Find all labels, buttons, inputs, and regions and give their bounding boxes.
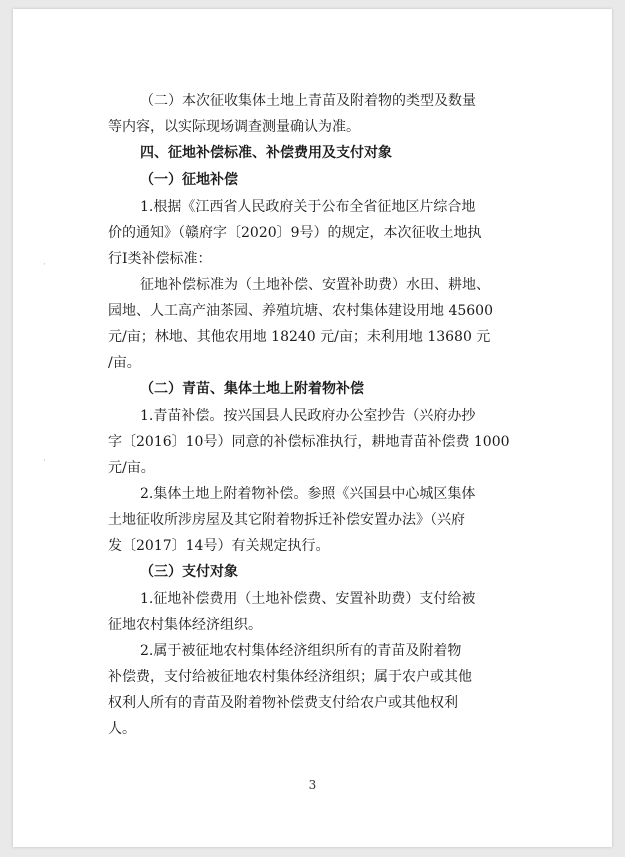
section-heading: （三）支付对象 [140,564,238,580]
paragraph-line: 征地农村集体经济组织。 [108,617,262,633]
paragraph-line: 价的通知》（赣府字〔2020〕9号）的规定，本次征收土地执 [108,225,482,241]
paragraph-line: （二）本次征收集体土地上青苗及附着物的类型及数量 [140,93,476,109]
margin-mark: · [43,456,46,466]
section-heading: （二）青苗、集体土地上附着物补偿 [140,381,364,397]
document-body [108,88,540,742]
paragraph-line: 等内容，以实际现场调查测量确认为准。 [108,119,360,135]
paragraph-line: /亩。 [108,355,141,371]
paragraph-line: 2.属于被征地农村集体经济组织所有的青苗及附着物 [140,643,462,659]
paragraph-line: 1.根据《江西省人民政府关于公布全省征地区片综合地 [140,199,476,215]
paragraph-line: 字〔2016〕10号）同意的补偿标准执行，耕地青苗补偿费 1000 [108,434,510,450]
page-number: 3 [308,778,317,792]
section-heading: 四、征地补偿标准、补偿费用及支付对象 [140,145,392,161]
paragraph-line: 行Ⅰ类补偿标准： [108,251,212,267]
paragraph-line: 1.征地补偿费用（土地补偿费、安置补助费）支付给被 [140,591,476,607]
paragraph-line: 元/亩。 [108,460,155,476]
margin-mark: · [43,260,46,270]
paragraph-line: 元/亩；林地、其他农用地 18240 元/亩；未利用地 13680 元 [108,329,491,345]
paragraph-line: 权利人所有的青苗及附着物补偿费支付给农户或其他权利 [108,695,458,711]
paragraph-line: 1.青苗补偿。按兴国县人民政府办公室抄告（兴府办抄 [140,408,476,424]
paragraph-line: 征地补偿标准为（土地补偿、安置补助费）水田、耕地、 [140,277,490,293]
paragraph-line: 发〔2017〕14号）有关规定执行。 [108,538,330,554]
paragraph-line: 补偿费，支付给被征地农村集体经济组织；属于农户或其他 [108,669,472,685]
paragraph-line: 土地征收所涉房屋及其它附着物拆迁补偿安置办法》（兴府 [108,512,465,528]
section-heading: （一）征地补偿 [140,172,238,188]
paragraph-line: 人。 [108,721,136,737]
paragraph-line: 园地、人工高产油茶园、养殖坑塘、农村集体建设用地 45600 [108,303,493,319]
document-page [13,9,612,847]
paragraph-line: 2.集体土地上附着物补偿。参照《兴国县中心城区集体 [140,486,476,502]
